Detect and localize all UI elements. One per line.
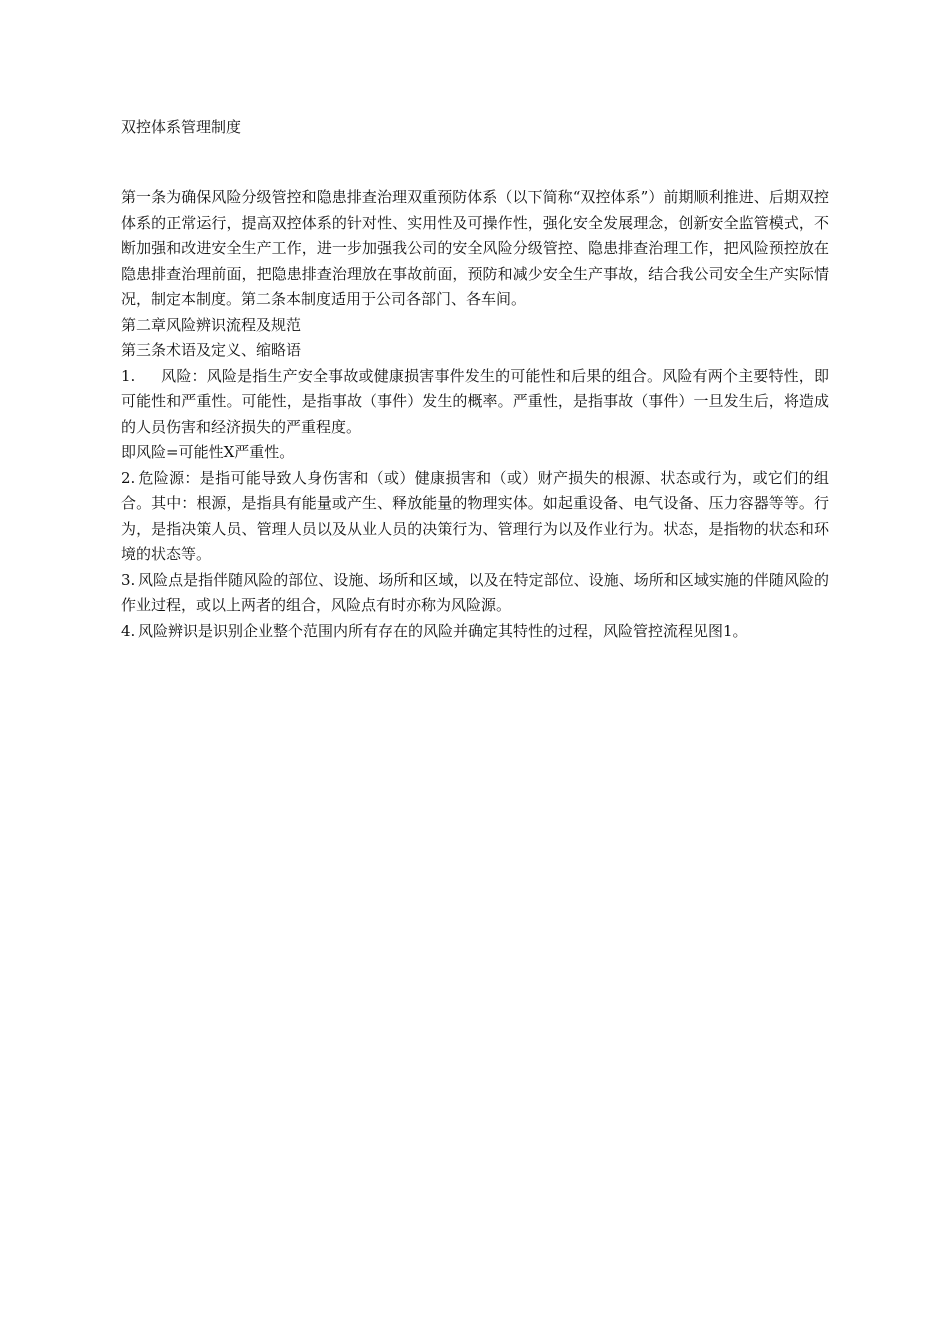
list-item-risk-point (121, 568, 829, 619)
list-item-text: 危险源：是指可能导致人身伤害和（或）健康损害和（或）财产损失的根源、状态或行为，或它们的组合。其中：根源，是指具有能量或产生、释放能量的物理实体。如起重设备、电气设备、压力容器等等。行为，是指决策人员、管理人员以及从业人员的决策行为、管理行为以及作业行为。状态，是指物的状态和环境的状态等。 (121, 468, 829, 563)
document-title: 双控体系管理制度 (121, 118, 242, 136)
list-item-text: 即风险=可能性X严重性。 (121, 443, 295, 461)
list-item-text: 风险辨识是识别企业整个范围内所有存在的风险并确定其特性的过程，风险管控流程见图1。 (138, 621, 748, 640)
chapter-heading: 第二章风险辨识流程及规范 (121, 315, 302, 334)
list-item-number: 2. (121, 468, 136, 487)
list-item-number: 1. (121, 366, 136, 385)
list-item-number: 4. (121, 621, 136, 640)
list-item-text: 风险：风险是指生产安全事故或健康损害事件发生的可能性和后果的组合。风险有两个主要特性，即可能性和严重性。可能性，是指事故（事件）发生的概率。严重性，是指事故（事件）一旦发生后，将造成的人员伤害和经济损失的严重程度。 (121, 366, 829, 436)
list-item-risk (121, 364, 829, 441)
list-item-risk-identification (121, 619, 829, 645)
list-item-number: 3. (121, 570, 136, 589)
article-3-heading: 第三条术语及定义、缩略语 (121, 341, 302, 359)
paragraph-article-1: 第一条为确保风险分级管控和隐患排查治理双重预防体系（以下简称“双控体系”）前期顺利推进、后期双控体系的正常运行，提高双控体系的针对性、实用性及可操作性，强化安全发展理念，创新安全监管模式，不断加强和改进安全生产工作，进一步加强我公司的安全风险分级管控、隐患排查治理工作，把风险预控放在隐患排查治理前面，把隐患排查治理放在事故前面，预防和减少安全生产事故，结合我公司安全生产实际情况，制定本制度。第二条本制度适用于公司各部门、各车间。 (121, 188, 829, 308)
list-item-hazard-source (121, 466, 829, 568)
list-item-text: 风险点是指伴随风险的部位、设施、场所和区域，以及在特定部位、设施、场所和区域实施的伴随风险的作业过程，或以上两者的组合，风险点有时亦称为风险源。 (121, 570, 829, 614)
document-body (121, 185, 829, 644)
list-item-risk-formula (121, 440, 829, 466)
